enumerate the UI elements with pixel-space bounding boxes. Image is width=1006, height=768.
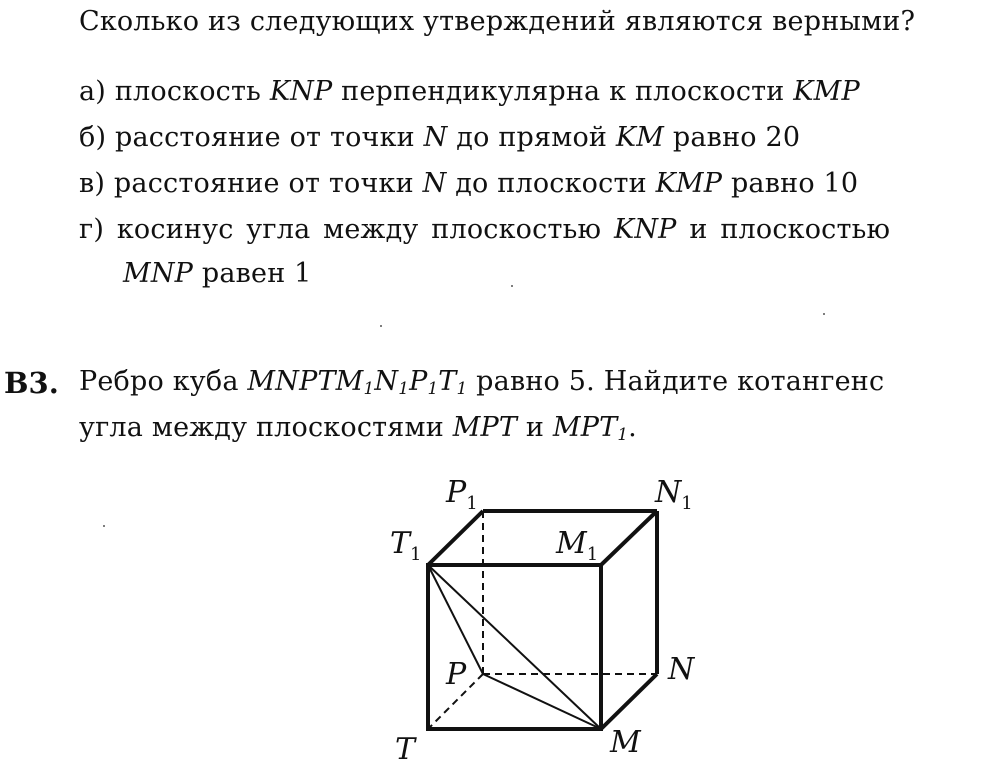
cube-name-main: MNPTM: [247, 366, 364, 397]
plane-mpt: MPT: [452, 412, 518, 443]
option-b-prefix: б) расстояние от точки: [79, 122, 424, 153]
plane-mpt1-main: MPT: [552, 412, 618, 443]
visible-edges: [428, 511, 657, 729]
option-v-plane: KMP: [655, 168, 723, 199]
scan-speck: [511, 285, 513, 287]
option-g-plane1: KNP: [613, 214, 677, 245]
option-g-mid: и плоскостью: [676, 214, 891, 245]
problem-b3-label: В3.: [4, 366, 59, 400]
b3-line1-suffix: равно 5. Найдите котангенс: [467, 366, 885, 397]
scan-speck: [823, 313, 825, 315]
edge-n1-m1: [601, 511, 657, 565]
option-v-suffix: равно 10: [722, 168, 859, 199]
option-v-point: N: [422, 168, 447, 199]
scan-speck: [380, 325, 382, 327]
plane-mpt1: $MPT_1$: [552, 412, 629, 445]
vertex-label-m1: $M_1$: [556, 526, 599, 565]
b3-line2-end: .: [628, 412, 637, 443]
option-g-suffix: равен 1: [193, 258, 312, 289]
option-b-mid: до прямой: [447, 122, 616, 153]
vertex-label-n: N: [668, 652, 695, 687]
vertex-label-t1: $T_1$: [390, 526, 422, 565]
option-a-mid: перпендикулярна к плоскости: [332, 76, 794, 107]
vertex-label-m: M: [610, 725, 641, 760]
b3-line2-prefix: угла между плоскостями: [79, 412, 453, 443]
cube-name: $MNPTM_1N_1P_1T_1$: [247, 366, 468, 399]
b3-line2-mid: и: [517, 412, 553, 443]
question-intro-text: Сколько из следующих утверждений являются верными?: [79, 6, 916, 37]
vertex-label-p: P: [446, 657, 467, 692]
scan-speck: [103, 525, 105, 527]
edge-n-m: [601, 674, 657, 729]
vertex-label-p1: $P_1$: [446, 475, 478, 514]
vertex-label-n1: $N_1$: [655, 475, 693, 514]
vertex-label-t: T: [395, 732, 416, 767]
option-g-prefix: г) косинус угла между плоскостью: [79, 214, 614, 245]
option-b-line: KM: [615, 122, 665, 153]
option-v-prefix: в) расстояние от точки: [79, 168, 423, 199]
option-v-mid: до плоскости: [446, 168, 656, 199]
option-b-point: N: [423, 122, 448, 153]
b3-line1-prefix: Ребро куба: [79, 366, 248, 397]
segment-p-m: [483, 674, 601, 729]
option-a-plane1: KNP: [269, 76, 333, 107]
option-a-prefix: а) плоскость: [79, 76, 270, 107]
edge-t1-p1: [428, 511, 483, 565]
option-g-plane2: MNP: [123, 258, 194, 289]
option-b-suffix: равно 20: [664, 122, 801, 153]
option-a-plane2: KMP: [793, 76, 860, 107]
